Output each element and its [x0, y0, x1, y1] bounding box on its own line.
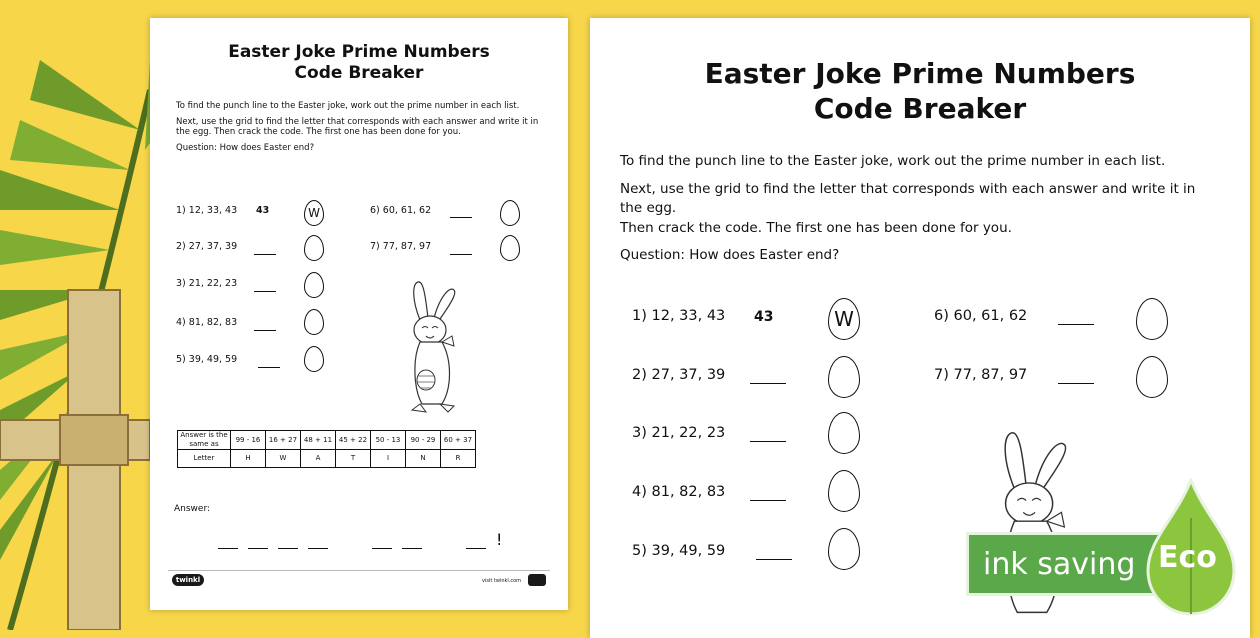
grid-answer-cell: 48 + 11	[301, 431, 336, 450]
grid-letter-cell: N	[406, 449, 441, 467]
twinkl-logo	[172, 574, 204, 586]
answer-label: Answer:	[174, 504, 211, 514]
answer-egg[interactable]	[304, 200, 324, 226]
eco-label: Eco	[1158, 540, 1217, 575]
answer-letter-blank[interactable]	[372, 548, 392, 549]
question-4: 4) 81, 82, 83	[632, 484, 726, 500]
grid-answer-cell: 45 + 22	[336, 431, 371, 450]
egg-letter: W	[308, 206, 320, 220]
grid-answer-cell: 90 - 29	[406, 431, 441, 450]
instruction-2a: Next, use the grid to find the letter that corresponds with each answer and write it in the egg.	[176, 116, 539, 137]
question-5: 5) 39, 49, 59	[176, 354, 238, 365]
question-1: 1) 12, 33, 43	[632, 308, 726, 324]
question-6: 6) 60, 61, 62	[934, 308, 1028, 324]
answer-blank[interactable]	[254, 291, 276, 292]
answer-letter-blank[interactable]	[308, 548, 328, 549]
answer-blank[interactable]	[750, 500, 786, 501]
question-text: Question: How does Easter end?	[176, 142, 315, 153]
instruction-2a: Next, use the grid to find the letter that corresponds with each answer and write it in the egg.	[620, 180, 1196, 217]
instructions	[176, 101, 542, 153]
answer-blank[interactable]	[750, 383, 786, 384]
answer-egg[interactable]	[304, 346, 324, 372]
example-answer: 43	[754, 309, 774, 325]
worksheet-thumbnail	[150, 18, 568, 610]
answer-egg[interactable]	[500, 200, 520, 226]
answer-blank[interactable]	[450, 254, 472, 255]
title-line-1: Easter Joke Prime Numbers	[704, 57, 1136, 90]
answer-blank[interactable]	[254, 330, 276, 331]
logo-text: twinkl	[175, 576, 201, 584]
footer-url: visit twinkl.com	[482, 578, 522, 584]
answer-egg[interactable]	[828, 470, 860, 512]
question-5: 5) 39, 49, 59	[632, 543, 726, 559]
answer-blank[interactable]	[1058, 324, 1094, 325]
instructions-large	[620, 152, 1220, 266]
grid-answer-cell: 99 - 16	[231, 431, 266, 450]
grid-header-answer: Answer is the same as	[178, 431, 231, 450]
grid-answer-cell: 16 + 27	[266, 431, 301, 450]
answer-egg[interactable]	[304, 272, 324, 298]
answer-blank[interactable]	[258, 367, 280, 368]
instruction-2b: Then crack the code. The first one has been done for you.	[214, 126, 461, 137]
worksheet-title-large	[590, 56, 1250, 126]
answer-letter-blank[interactable]	[278, 548, 298, 549]
instruction-2b: Then crack the code. The first one has been done for you.	[620, 219, 1012, 236]
answer-egg[interactable]	[828, 298, 860, 340]
grid-letter-cell: H	[231, 449, 266, 467]
worksheet-title	[150, 42, 568, 85]
answer-letter-blank[interactable]	[248, 548, 268, 549]
question-1: 1) 12, 33, 43	[176, 205, 238, 216]
grid-row-letters	[178, 449, 476, 467]
answer-blank[interactable]	[1058, 383, 1094, 384]
question-3: 3) 21, 22, 23	[632, 425, 726, 441]
question-6: 6) 60, 61, 62	[370, 205, 432, 216]
footer-divider	[168, 570, 550, 571]
grid-row-answers	[178, 431, 476, 450]
bunny-icon	[398, 280, 470, 416]
answer-letter-blank[interactable]	[218, 548, 238, 549]
exclamation-mark: !	[496, 530, 503, 549]
bunny-icon	[970, 430, 1100, 630]
instruction-1: To find the punch line to the Easter joke, work out the prime number in each list.	[176, 100, 520, 111]
answer-blank[interactable]	[750, 441, 786, 442]
grid-letter-cell: A	[301, 449, 336, 467]
ink-saving-text: ink saving	[983, 546, 1136, 582]
answer-blank[interactable]	[254, 254, 276, 255]
title-line-2: Code Breaker	[294, 63, 424, 84]
question-7: 7) 77, 87, 97	[934, 367, 1028, 383]
grid-letter-cell: I	[371, 449, 406, 467]
instruction-1: To find the punch line to the Easter joke, work out the prime number in each list.	[620, 153, 1166, 169]
grid-answer-cell: 50 - 13	[371, 431, 406, 450]
answer-egg[interactable]	[1136, 356, 1168, 398]
answer-egg[interactable]	[304, 235, 324, 261]
example-answer: 43	[256, 205, 270, 216]
answer-egg[interactable]	[500, 235, 520, 261]
instruction-2	[620, 180, 1220, 239]
grid-letter-cell: T	[336, 449, 371, 467]
grid-letter-cell: R	[441, 449, 476, 467]
answer-egg[interactable]	[828, 528, 860, 570]
question-7: 7) 77, 87, 97	[370, 241, 432, 252]
question-2: 2) 27, 37, 39	[176, 241, 238, 252]
code-grid	[177, 430, 476, 468]
answer-egg[interactable]	[828, 412, 860, 454]
title-line-2: Code Breaker	[813, 92, 1027, 125]
grid-answer-cell: 60 + 37	[441, 431, 476, 450]
answer-blank[interactable]	[756, 559, 792, 560]
question-text: Question: How does Easter end?	[620, 247, 840, 264]
question-2: 2) 27, 37, 39	[632, 367, 726, 383]
instruction-2	[176, 117, 542, 137]
answer-egg[interactable]	[828, 356, 860, 398]
grid-header-letter: Letter	[178, 449, 231, 467]
footer-badge-icon	[528, 574, 546, 586]
answer-egg[interactable]	[304, 309, 324, 335]
egg-letter: W	[834, 307, 854, 331]
answer-egg[interactable]	[1136, 298, 1168, 340]
answer-letter-blank[interactable]	[466, 548, 486, 549]
answer-letter-blank[interactable]	[402, 548, 422, 549]
question-4: 4) 81, 82, 83	[176, 317, 238, 328]
grid-letter-cell: W	[266, 449, 301, 467]
answer-blank[interactable]	[450, 217, 472, 218]
question-3: 3) 21, 22, 23	[176, 278, 238, 289]
title-line-1: Easter Joke Prime Numbers	[228, 42, 490, 62]
